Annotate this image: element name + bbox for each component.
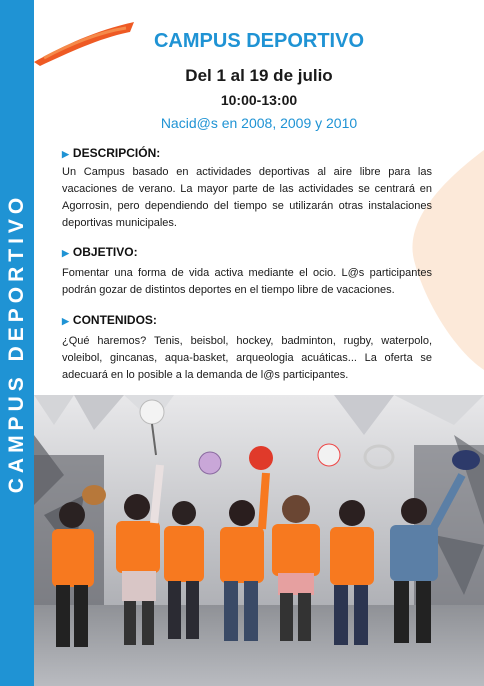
section-body-objetivo: Fomentar una forma de vida activa mediante el ocio. L@s participantes podrán gozar de distintos deportes en el tiempo libre de vacaciones. — [62, 267, 432, 296]
kids-group-photo — [34, 395, 484, 686]
birth-years-text: Nacid@s en 2008, 2009 y 2010 — [160, 115, 358, 131]
dates-text: Del 1 al 19 de julio — [185, 66, 333, 85]
section-body-descripcion: Un Campus basado en actividades deportivas al aire libre para las vacaciones de verano. La mayor parte de las actividades se centrará en Agorrosin, pero dependiendo del tiempo se utilizarán otras instalaciones deportivas municipales. — [62, 166, 432, 229]
section-heading-descripcion: ▶ DESCRIPCIÓN: — [62, 146, 161, 160]
section-heading-contenidos: ▶ CONTENIDOS: — [62, 313, 157, 327]
hours-text: 10:00-13:00 — [220, 92, 298, 108]
section-body-contenidos: ¿Qué haremos? Tenis, beisbol, hockey, badminton, rugby, waterpolo, voleibol, gincanas, aqua-basket, arqueologia acuáticas... La oferta se adecuará en lo posible a la demanda de l@s participantes. — [62, 335, 432, 381]
sidebar-band — [0, 0, 34, 686]
triangle-bullet-icon: ▶ — [62, 316, 69, 326]
section-heading-objetivo: ▶ OBJETIVO: — [62, 245, 138, 259]
sidebar-title: CAMPUS DEPORTIVO — [5, 192, 28, 494]
triangle-bullet-icon: ▶ — [62, 248, 69, 258]
photo-illustration — [34, 395, 484, 686]
triangle-bullet-icon: ▶ — [62, 149, 69, 159]
page-title: CAMPUS DEPORTIVO — [153, 30, 365, 52]
